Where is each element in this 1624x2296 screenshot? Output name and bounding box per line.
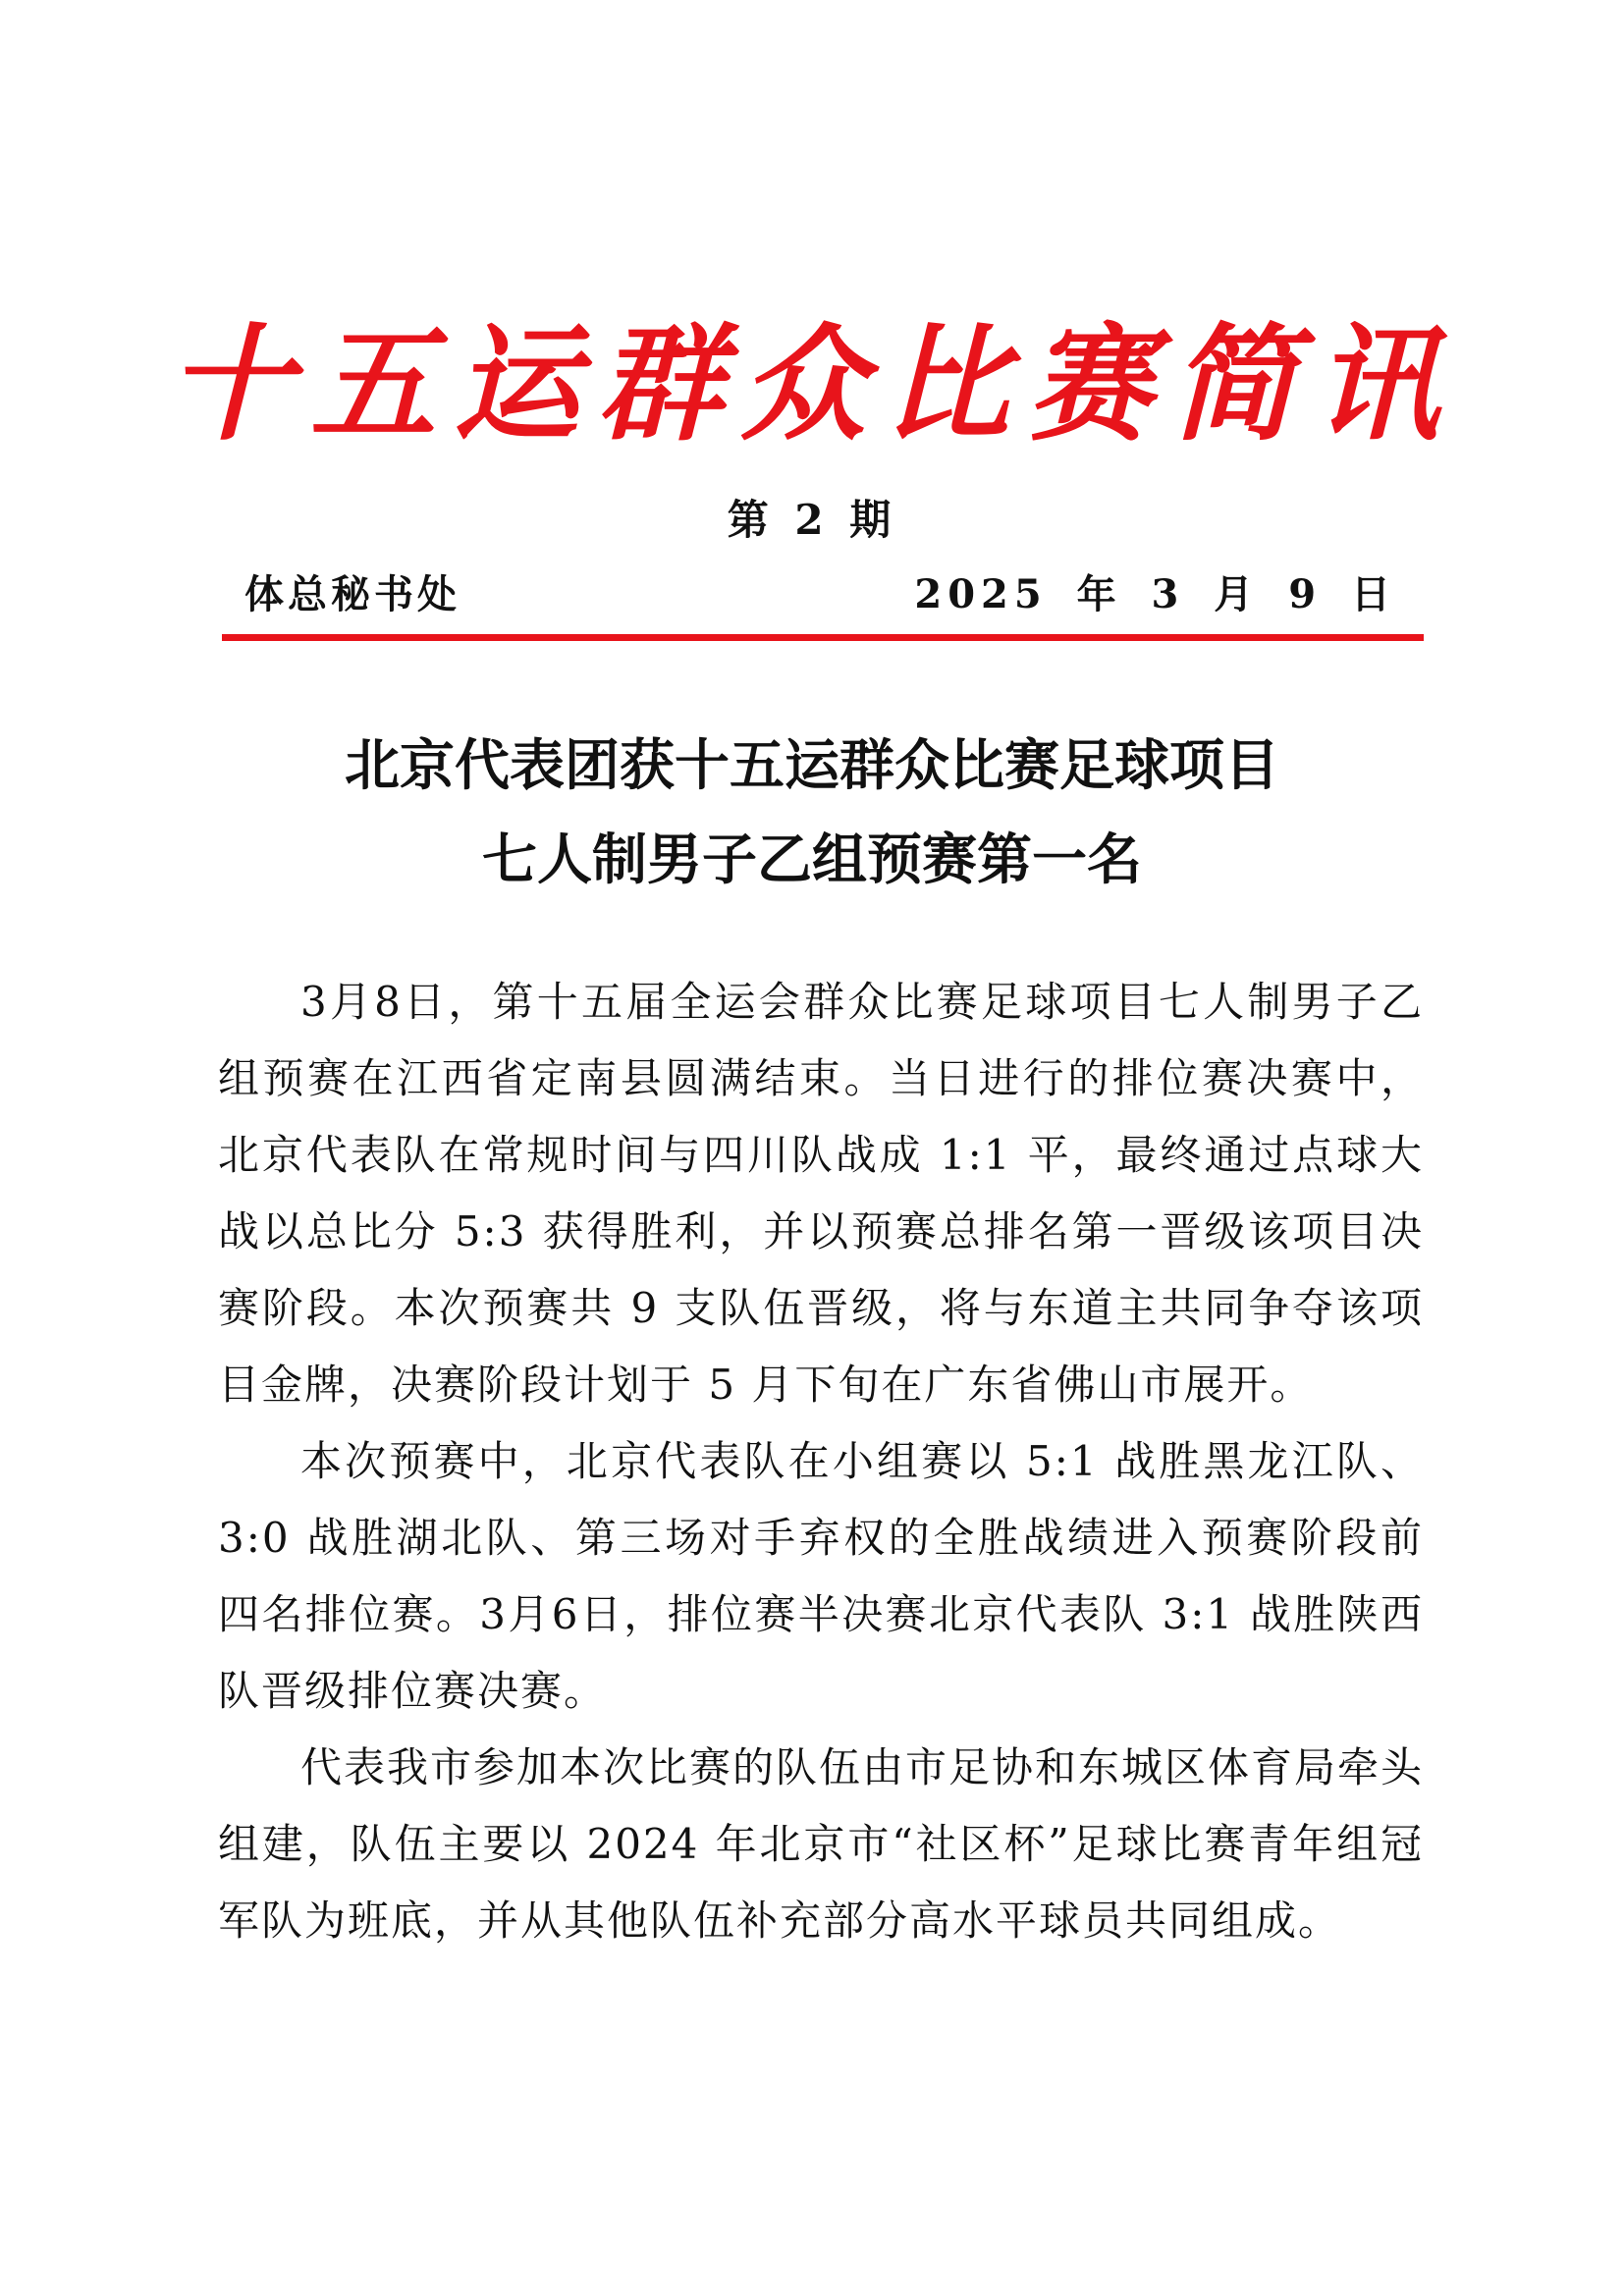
masthead-title: 十五运群众比赛简讯 bbox=[166, 312, 1457, 458]
issue-date: 2025 年 3 月 9 日 bbox=[914, 571, 1396, 617]
article-body bbox=[218, 964, 1424, 1959]
headline-line-2: 七人制男子乙组预赛第一名 bbox=[482, 828, 1142, 892]
issuer-name: 体总秘书处 bbox=[244, 571, 460, 617]
headline-line-1: 北京代表团获十五运群众比赛足球项目 bbox=[345, 733, 1279, 798]
issue-number: 第 2 期 bbox=[727, 496, 897, 544]
article-headline bbox=[0, 719, 1624, 907]
paragraph-3: 代表我市参加本次比赛的队伍由市足协和东城区体育局牵头组建，队伍主要以 2024 年北京市“社区杯”足球比赛青年组冠军队为班底，并从其他队伍补充部分高水平球员共同组成。 bbox=[218, 1743, 1425, 1945]
red-divider-rule bbox=[222, 634, 1424, 641]
paragraph-1: 3月8日，第十五届全运会群众比赛足球项目七人制男子乙组预赛在江西省定南县圆满结束。当日进行的排位赛决赛中，北京代表队在常规时间与四川队战成 1:1 平，最终通过点球大战以总比分 5:3 获得胜利，并以预赛总排名第一晋级该项目决赛阶段。本次预赛共 9 支队伍晋级，将与东道主共同争夺该项目金牌，决赛阶段计划于 5 月下旬在广东省佛山市展开。 bbox=[218, 978, 1424, 1409]
paragraph-2: 本次预赛中，北京代表队在小组赛以 5:1 战胜黑龙江队、3:0 战胜湖北队、第三场对手弃权的全胜战绩进入预赛阶段前四名排位赛。3月6日，排位赛半决赛北京代表队 3:1 战胜陕西队晋级排位赛决赛。 bbox=[218, 1437, 1424, 1715]
